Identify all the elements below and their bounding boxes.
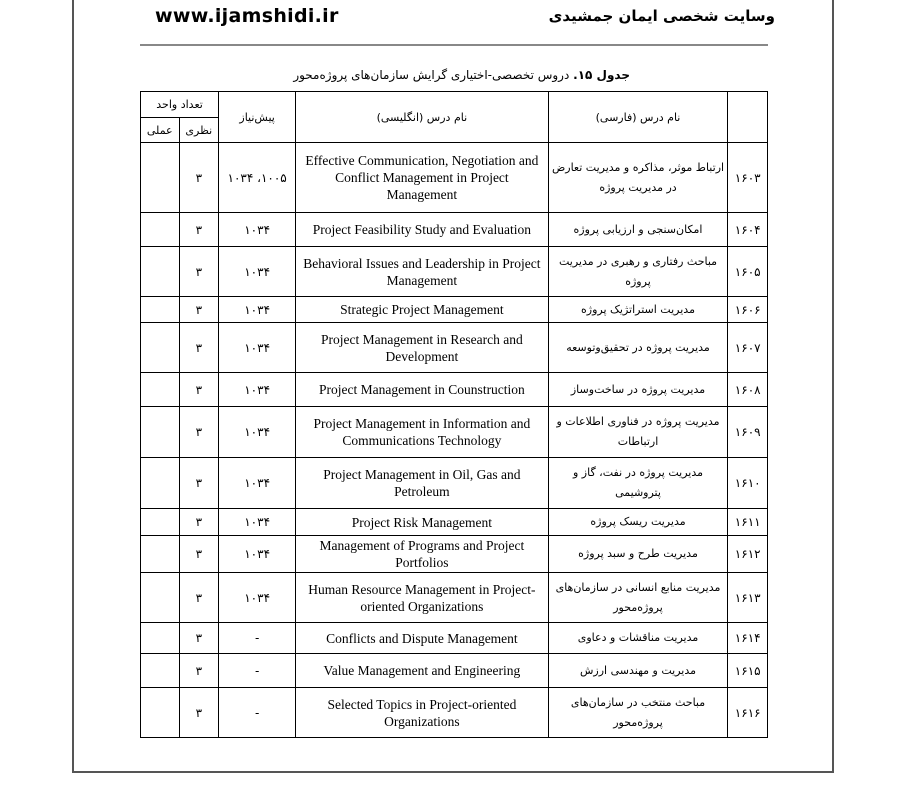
course-name-fa-cell: مدیریت پروژه در فناوری اطلاعات و ارتباطات: [548, 407, 728, 458]
practical-cell: [141, 654, 180, 688]
course-name-en-cell: Project Management in Information and Communications Technology: [296, 407, 549, 458]
prereq-cell: -: [219, 623, 296, 654]
course-name-fa-cell: مدیریت منابع انسانی در سازمان‌های پروژه‌محور: [548, 573, 728, 623]
practical-cell: [141, 573, 180, 623]
course-name-fa-cell: مدیریت پروژه در نفت، گاز و پتروشیمی: [548, 458, 728, 509]
table-row: [141, 623, 768, 654]
theoretical-units-cell: ۳: [179, 536, 219, 573]
course-name-fa-cell: مدیریت پروژه در ساخت‌وساز: [548, 373, 728, 407]
table-row: [141, 688, 768, 738]
theoretical-units-cell: ۳: [179, 143, 219, 213]
table-row: [141, 213, 768, 247]
table-row: [141, 247, 768, 297]
practical-cell: [141, 373, 180, 407]
course-code-cell: ۱۶۰۶: [728, 297, 768, 323]
prereq-cell: ۱۰۰۵، ۱۰۳۴: [219, 143, 296, 213]
course-code-cell: ۱۶۰۳: [728, 143, 768, 213]
course-name-fa-cell: مدیریت پروژه در تحقیق‌وتوسعه: [548, 323, 728, 373]
course-name-en-cell: Management of Programs and Project Portfolios: [296, 536, 549, 573]
theoretical-units-cell: ۳: [179, 373, 219, 407]
table-row: [141, 143, 768, 213]
courses-table: [140, 91, 768, 738]
course-code-cell: ۱۶۰۸: [728, 373, 768, 407]
practical-cell: [141, 143, 180, 213]
course-name-fa-cell: ارتباط موثر، مذاکره و مدیریت تعارض در مدیریت پروژه: [548, 143, 728, 213]
course-name-en-cell: Strategic Project Management: [296, 297, 549, 323]
course-name-en-cell: Project Management in Research and Development: [296, 323, 549, 373]
prereq-cell: ۱۰۳۴: [219, 573, 296, 623]
theoretical-units-cell: ۳: [179, 297, 219, 323]
prereq-cell: ۱۰۳۴: [219, 213, 296, 247]
table-row: [141, 573, 768, 623]
name-fa-header: نام درس (فارسی): [548, 92, 728, 143]
theoretical-units-cell: ۳: [179, 247, 219, 297]
name-en-header: نام درس (انگلیسی): [296, 92, 549, 143]
course-code-cell: ۱۶۰۵: [728, 247, 768, 297]
theoretical-units-cell: ۳: [179, 458, 219, 509]
table-row: [141, 373, 768, 407]
page-frame-right: [832, 0, 834, 772]
course-code-cell: ۱۶۱۰: [728, 458, 768, 509]
practical-cell: [141, 323, 180, 373]
course-code-cell: ۱۶۰۴: [728, 213, 768, 247]
practical-cell: [141, 536, 180, 573]
practical-cell: [141, 688, 180, 738]
prereq-cell: ۱۰۳۴: [219, 458, 296, 509]
course-name-en-cell: Value Management and Engineering: [296, 654, 549, 688]
course-name-en-cell: Behavioral Issues and Leadership in Project Management: [296, 247, 549, 297]
course-code-cell: ۱۶۰۷: [728, 323, 768, 373]
table-row: [141, 509, 768, 536]
prereq-cell: ۱۰۳۴: [219, 407, 296, 458]
course-name-fa-cell: مدیریت طرح و سبد پروژه: [548, 536, 728, 573]
prereq-cell: ۱۰۳۴: [219, 509, 296, 536]
theoretical-units-cell: ۳: [179, 509, 219, 536]
prereq-cell: -: [219, 688, 296, 738]
theoretical-header: نظری: [179, 118, 219, 143]
course-code-cell: ۱۶۱۵: [728, 654, 768, 688]
course-name-en-cell: Project Management in Counstruction: [296, 373, 549, 407]
course-code-cell: ۱۶۱۶: [728, 688, 768, 738]
caption-label: جدول ۱۵.: [573, 68, 630, 82]
course-name-fa-cell: امکان‌سنجی و ارزیابی پروژه: [548, 213, 728, 247]
prereq-cell: ۱۰۳۴: [219, 323, 296, 373]
practical-header: عملی: [141, 118, 180, 143]
table-row: [141, 297, 768, 323]
header-divider: [140, 44, 768, 46]
course-name-fa-cell: مدیریت ریسک پروژه: [548, 509, 728, 536]
theoretical-units-cell: ۳: [179, 323, 219, 373]
prereq-cell: ۱۰۳۴: [219, 536, 296, 573]
courses-table-body: [141, 143, 768, 738]
course-code-cell: ۱۶۱۴: [728, 623, 768, 654]
site-url[interactable]: www.ijamshidi.ir: [155, 5, 339, 27]
page-frame-bottom: [72, 771, 834, 773]
caption-text: دروس تخصصی-اختیاری گرایش سازمان‌های پروژه‌محور: [293, 68, 574, 82]
prereq-cell: -: [219, 654, 296, 688]
prereq-header: پیش‌نیاز: [219, 92, 296, 143]
course-name-fa-cell: مدیریت مناقشات و دعاوی: [548, 623, 728, 654]
theoretical-units-cell: ۳: [179, 688, 219, 738]
table-caption: [140, 68, 630, 82]
practical-cell: [141, 458, 180, 509]
theoretical-units-cell: ۳: [179, 573, 219, 623]
course-name-fa-cell: مباحث منتخب در سازمان‌های پروژه‌محور: [548, 688, 728, 738]
table-row: [141, 323, 768, 373]
table-row: [141, 536, 768, 573]
table-row: [141, 654, 768, 688]
table-row: [141, 458, 768, 509]
theoretical-units-cell: ۳: [179, 407, 219, 458]
prereq-cell: ۱۰۳۴: [219, 297, 296, 323]
course-name-en-cell: Effective Communication, Negotiation and Conflict Management in Project Management: [296, 143, 549, 213]
prereq-cell: ۱۰۳۴: [219, 247, 296, 297]
practical-cell: [141, 509, 180, 536]
theoretical-units-cell: ۳: [179, 654, 219, 688]
practical-cell: [141, 297, 180, 323]
course-name-en-cell: Project Feasibility Study and Evaluation: [296, 213, 549, 247]
course-name-en-cell: Project Management in Oil, Gas and Petroleum: [296, 458, 549, 509]
course-name-fa-cell: مدیریت و مهندسی ارزش: [548, 654, 728, 688]
course-code-cell: ۱۶۰۹: [728, 407, 768, 458]
table-row: [141, 407, 768, 458]
course-code-cell: ۱۶۱۳: [728, 573, 768, 623]
course-name-en-cell: Human Resource Management in Project-oriented Organizations: [296, 573, 549, 623]
theoretical-units-cell: ۳: [179, 213, 219, 247]
course-code-cell: ۱۶۱۱: [728, 509, 768, 536]
practical-cell: [141, 407, 180, 458]
course-name-en-cell: Conflicts and Dispute Management: [296, 623, 549, 654]
practical-cell: [141, 247, 180, 297]
practical-cell: [141, 623, 180, 654]
course-name-en-cell: Selected Topics in Project-oriented Organizations: [296, 688, 549, 738]
code-header: [728, 92, 768, 143]
practical-cell: [141, 213, 180, 247]
units-header: تعداد واحد: [141, 92, 219, 118]
course-name-fa-cell: مدیریت استراتژیک پروژه: [548, 297, 728, 323]
prereq-cell: ۱۰۳۴: [219, 373, 296, 407]
site-name: وسایت شخصی ایمان جمشیدی: [548, 7, 775, 25]
theoretical-units-cell: ۳: [179, 623, 219, 654]
page-frame-left: [72, 0, 74, 772]
course-name-fa-cell: مباحث رفتاری و رهبری در مدیریت پروژه: [548, 247, 728, 297]
course-code-cell: ۱۶۱۲: [728, 536, 768, 573]
course-name-en-cell: Project Risk Management: [296, 509, 549, 536]
